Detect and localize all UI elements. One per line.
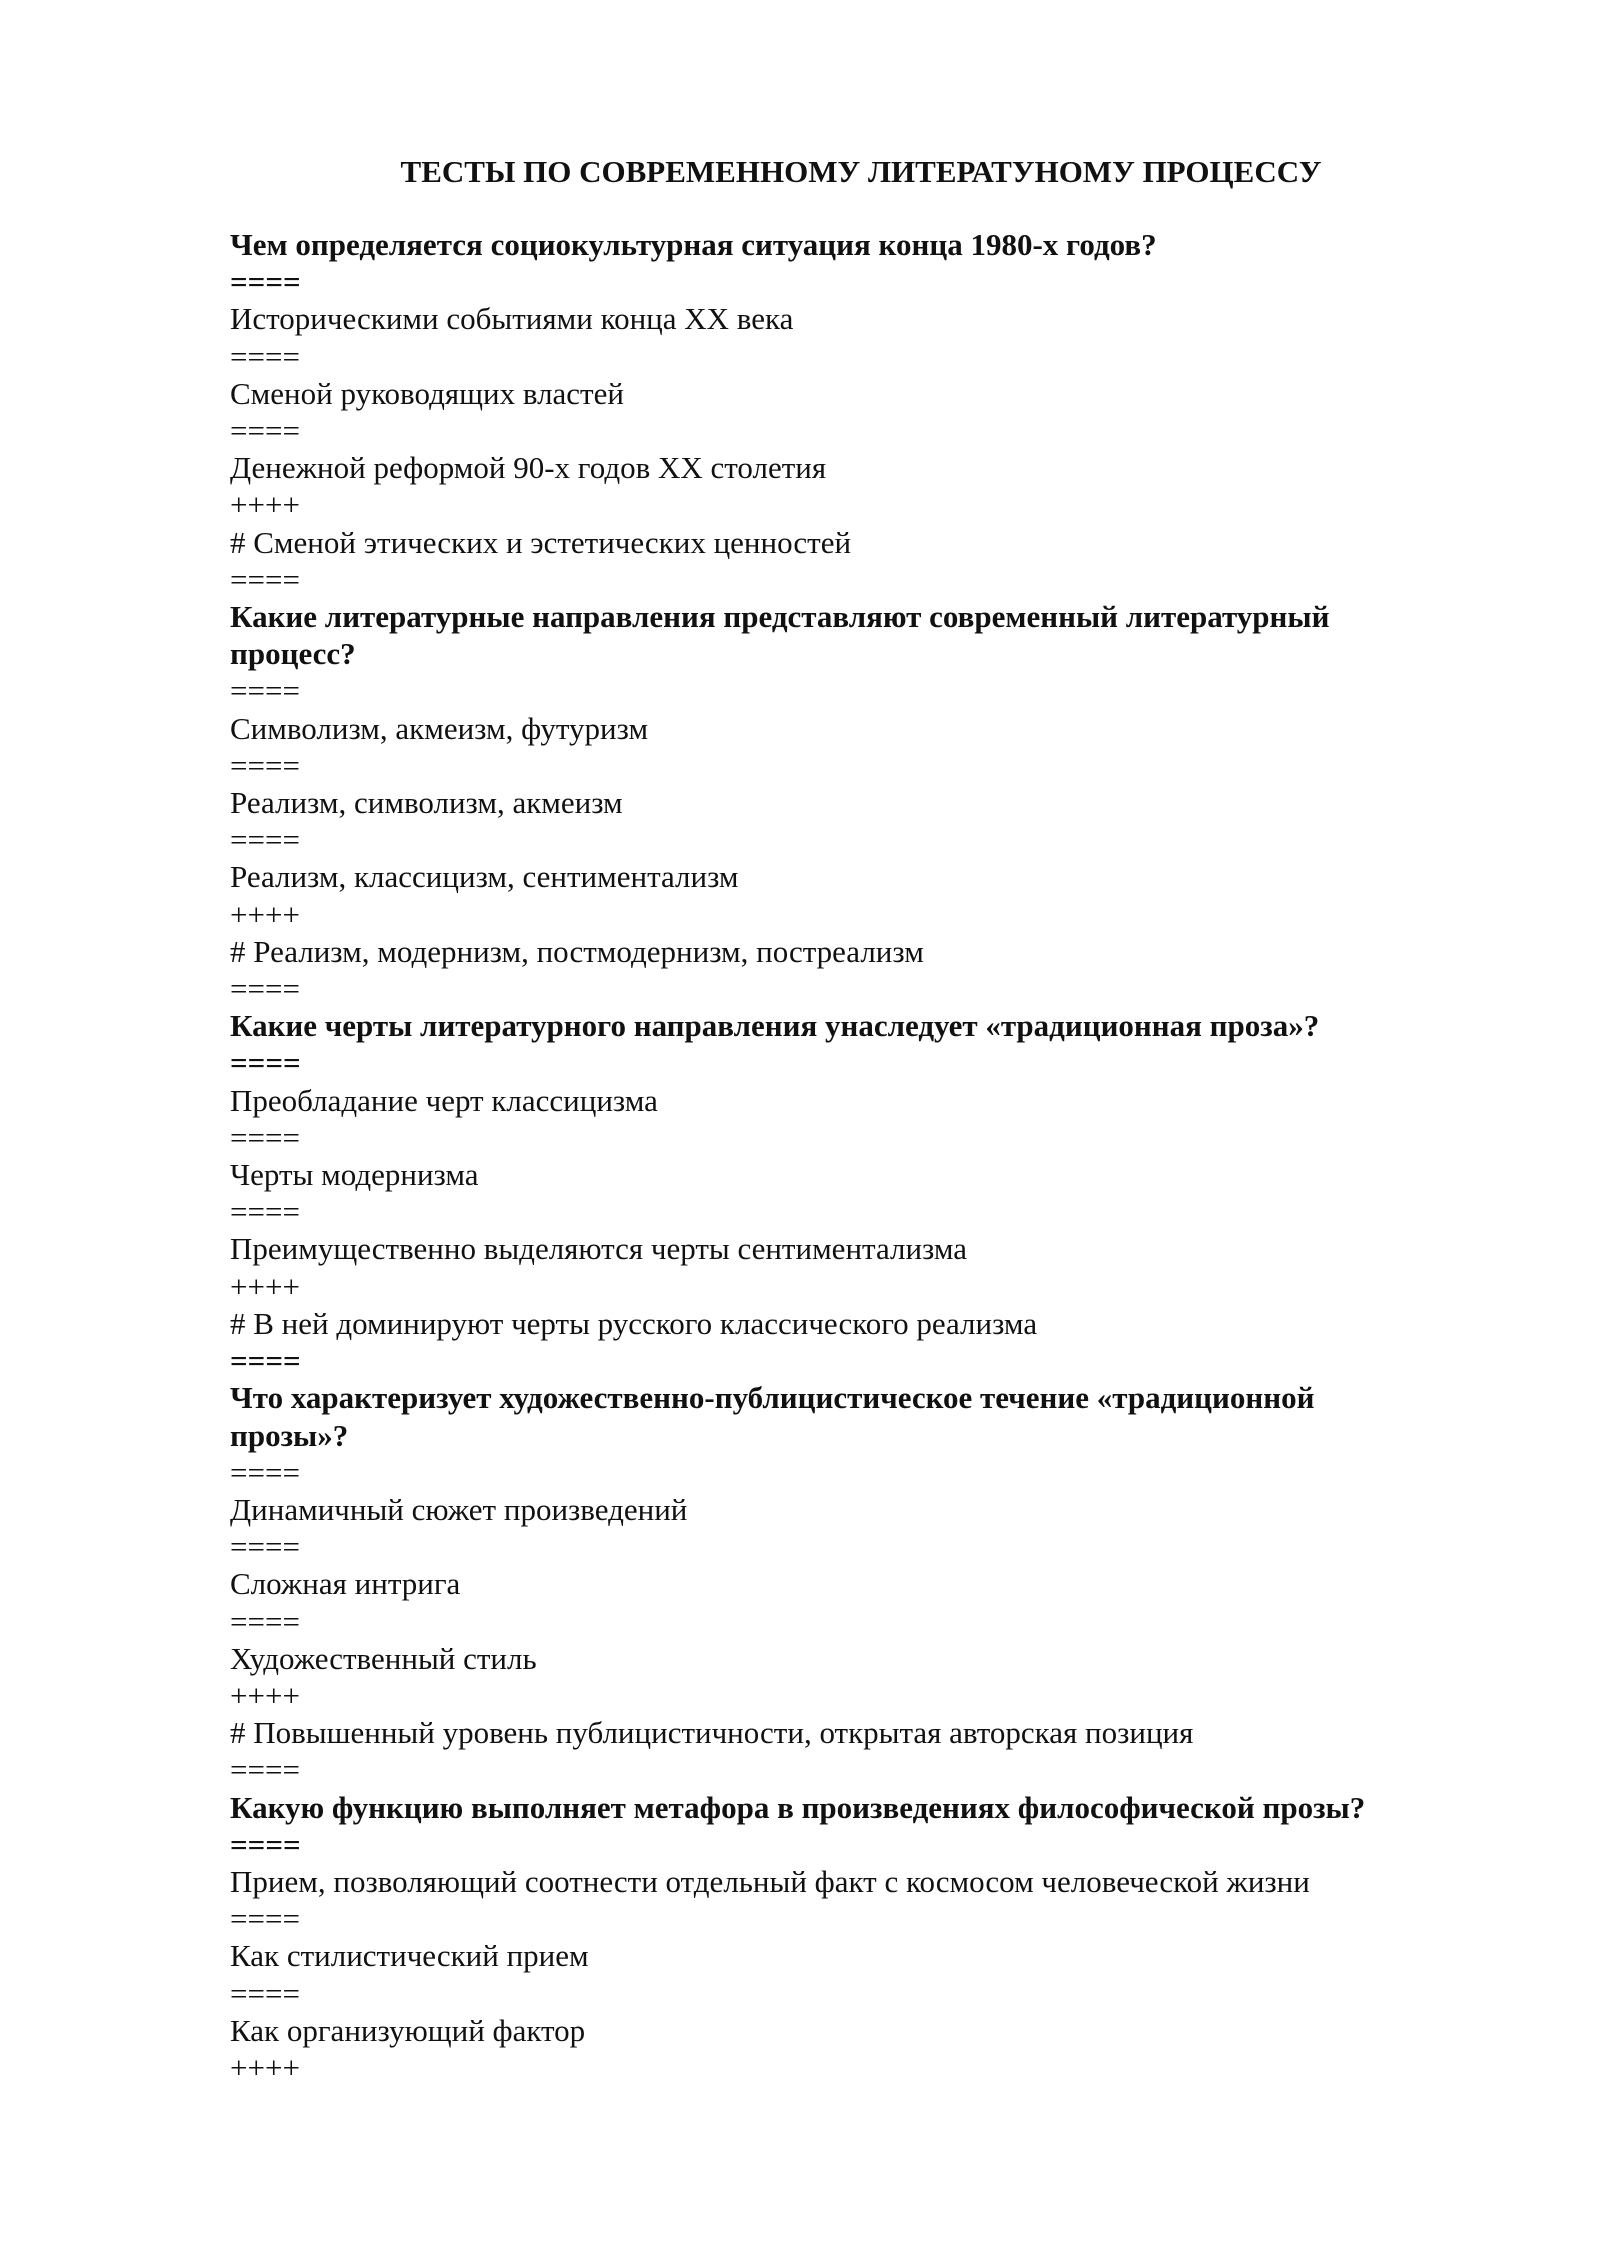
answer-option: Динамичный сюжет произведений: [230, 1491, 688, 1527]
answer-option: Символизм, акмеизм, футуризм: [230, 710, 649, 746]
separator: ====: [230, 1045, 301, 1081]
separator: ====: [230, 413, 300, 449]
correct-marker: ++++: [230, 1268, 300, 1304]
answer-option: Черты модернизма: [230, 1157, 479, 1193]
answer-option: Преобладание черт классицизма: [230, 1082, 658, 1118]
answer-option: Реализм, классицизм, сентиментализм: [230, 859, 739, 895]
separator: ====: [230, 264, 301, 300]
correct-answer: # В ней доминируют черты русского классического реализма: [230, 1305, 1038, 1341]
answer-option: Как стилистический прием: [230, 1938, 589, 1974]
separator: ====: [230, 338, 300, 374]
correct-answer: # Реализм, модернизм, постмодернизм, постреализм: [230, 933, 924, 969]
answer-option: Преимущественно выделяются черты сентиментализма: [230, 1231, 968, 1267]
correct-marker: ++++: [230, 487, 300, 523]
separator: ====: [230, 1603, 300, 1639]
separator: ====: [230, 747, 300, 783]
separator: ====: [230, 1343, 301, 1379]
answer-option: Реализм, символизм, акмеизм: [230, 785, 623, 821]
separator: ====: [230, 1901, 300, 1937]
answer-option: Художественный стиль: [230, 1640, 537, 1676]
correct-answer: # Сменой этических и эстетических ценностей: [230, 524, 852, 560]
answer-option: Сменой руководящих властей: [230, 375, 624, 411]
separator: ====: [230, 1454, 300, 1490]
separator: ====: [230, 1119, 300, 1155]
answer-option: Как организующий фактор: [230, 2012, 586, 2048]
separator: ====: [230, 1752, 300, 1788]
question-5: Какую функцию выполняет метафора в произведениях философической прозы?: [230, 1789, 1366, 1825]
separator: ====: [230, 971, 300, 1007]
correct-marker: ++++: [230, 1677, 300, 1713]
question-2: Какие литературные направления представляют современный литературный процесс?: [230, 599, 1330, 672]
separator: ====: [230, 1529, 300, 1565]
separator: ====: [230, 673, 300, 709]
separator: ====: [230, 1194, 300, 1230]
question-4: Что характеризует художественно-публицистическое течение «традиционной прозы»?: [230, 1380, 1315, 1453]
correct-marker: ++++: [230, 896, 300, 932]
separator: ====: [230, 1826, 301, 1862]
question-3: Какие черты литературного направления унаследует «традиционная проза»?: [230, 1008, 1320, 1044]
answer-option: Сложная интрига: [230, 1566, 461, 1602]
answer-option: Историческими событиями конца XX века: [230, 301, 794, 337]
question-1: Чем определяется социокультурная ситуация конца 1980-х годов?: [230, 227, 1157, 262]
test-content: [230, 226, 1430, 2086]
answer-option: Прием, позволяющий соотнести отдельный факт с космосом человеческой жизни: [230, 1863, 1310, 1899]
separator: ====: [230, 561, 300, 597]
separator: ====: [230, 1975, 300, 2011]
answer-option: Денежной реформой 90-х годов XX столетия: [230, 450, 827, 486]
correct-answer: # Повышенный уровень публицистичности, открытая авторская позиция: [230, 1715, 1194, 1751]
document-title: ТЕСТЫ ПО СОВРЕМЕННОМУ ЛИТЕРАТУНОМУ ПРОЦЕССУ: [400, 154, 1322, 189]
correct-marker: ++++: [230, 2049, 300, 2085]
separator: ====: [230, 822, 300, 858]
